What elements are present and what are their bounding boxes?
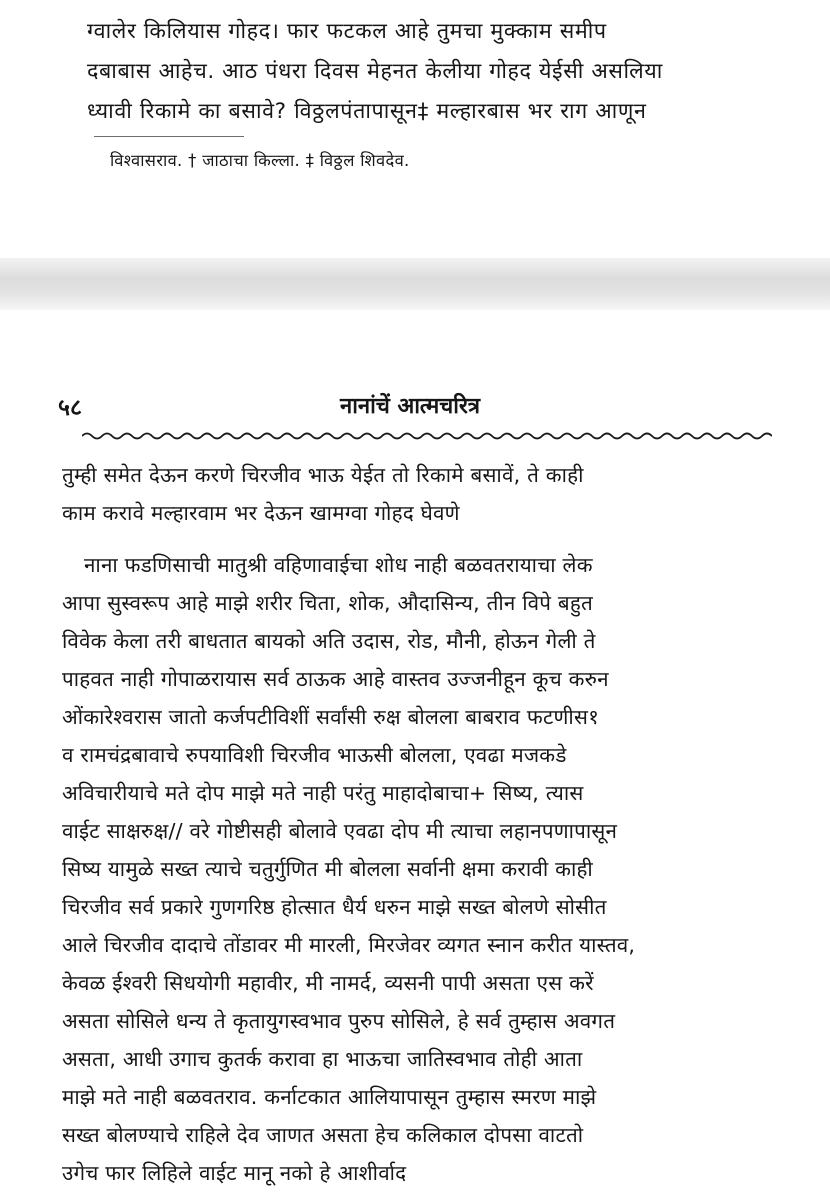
- text-line: माझे मते नाही बळवतराव. कर्नाटकात आलियापासून तुम्हास स्मरण माझे: [62, 1085, 597, 1109]
- text-line: सख्त बोलण्याचे राहिले देव जाणत असता हेच कलिकाल दोपसा वाटतो: [62, 1123, 584, 1147]
- text-line: उगेच फार लिहिले वाईट मानू नको हे आशीर्वाद: [62, 1161, 407, 1185]
- text-line: ग्वालेर किलियास गोहद। फार फटकल आहे तुमचा मुक्काम समीप: [87, 19, 607, 44]
- page-number: ५८: [58, 395, 82, 421]
- footnote-rule: [94, 136, 244, 137]
- text-line: दबाबास आहेच. आठ पंधरा दिवस मेहनत केलीया गोहद येईसी असलिया: [87, 59, 663, 84]
- running-head: नानांचें आत्मचरित्र: [340, 394, 481, 419]
- text-line: ध्यावी रिकामे का बसावे? विठ्ठलपंतापासून‡ मल्हारबास भर राग आणून: [87, 99, 647, 124]
- footnote: विश्वासराव. † जाठाचा किल्ला. ‡ विठ्ठल शिवदेव.: [110, 151, 410, 170]
- text-line: असता, आधी उगाच कुतर्क करावा हा भाऊचा जातिस्वभाव तोही आता: [62, 1047, 583, 1071]
- text-line: व रामचंद्रबावाचे रुपयाविशी चिरजीव भाऊसी बोलला, एवढा मजकडे: [62, 743, 567, 767]
- text-line: असता सोसिले धन्य ते कृतायुगस्वभाव पुरुप सोसिले, हे सर्व तुम्हास अवगत: [62, 1009, 616, 1033]
- text-line: सिष्य यामुळे सख्त त्याचे चतुर्गुणित मी बोलला सर्वानी क्षमा करावी काही: [62, 857, 593, 881]
- wavy-rule: [82, 430, 772, 442]
- text-line: चिरजीव सर्व प्रकारे गुणगरिष्ठ होत्सात धैर्य धरुन माझे सख्त बोलणे सोसीत: [62, 895, 607, 919]
- text-line: तुम्ही समेत देऊन करणे चिरजीव भाऊ येईत तो रिकामे बसावें, ते काही: [62, 463, 584, 487]
- top-page-fragment: [0, 0, 830, 258]
- bottom-page: [0, 310, 830, 1200]
- text-line: वाईट साक्षरुक्ष// वरे गोष्टीसही बोलावे एवढा दोप मी त्याचा लहानपणापासून: [62, 819, 618, 843]
- text-line: आले चिरजीव दादाचे तोंडावर मी मारली, मिरजेवर व्यगत स्नान करीत यास्तव,: [62, 933, 636, 957]
- text-line: विवेक केला तरी बाधतात बायको अति उदास, रोड, मौनी, होऊन गेली ते: [62, 629, 596, 653]
- text-line: आपा सुस्वरूप आहे माझे शरीर चिता, शोक, औदासिन्य, तीन विपे बहुत: [62, 591, 593, 615]
- text-line: केवळ ईश्वरी सिधयोगी महावीर, मी नामर्द, व्यसनी पापी असता एस करें: [62, 971, 594, 995]
- text-line: ओंकारेश्वरास जातो कर्जपटीविशीं सर्वांसी रुक्ष बोलला बाबराव फटणीस१: [62, 705, 599, 729]
- text-line: पाहवत नाही गोपाळरायास सर्व ठाऊक आहे वास्तव उज्जनीहून कूच करुन: [62, 667, 609, 691]
- text-line: अविचारीयाचे मते दोप माझे मते नाही परंतु माहादोबाचा+ सिष्य, त्यास: [62, 781, 584, 805]
- text-line: नाना फडणिसाची मातुश्री वहिणावाईचा शोध नाही बळवतरायाचा लेक: [84, 553, 593, 577]
- page-gap: [0, 258, 830, 310]
- text-line: काम करावे मल्हारवाम भर देऊन खामग्वा गोहद घेवणे: [62, 501, 460, 525]
- top-page-text: [87, 12, 817, 132]
- body-text: [62, 456, 822, 1192]
